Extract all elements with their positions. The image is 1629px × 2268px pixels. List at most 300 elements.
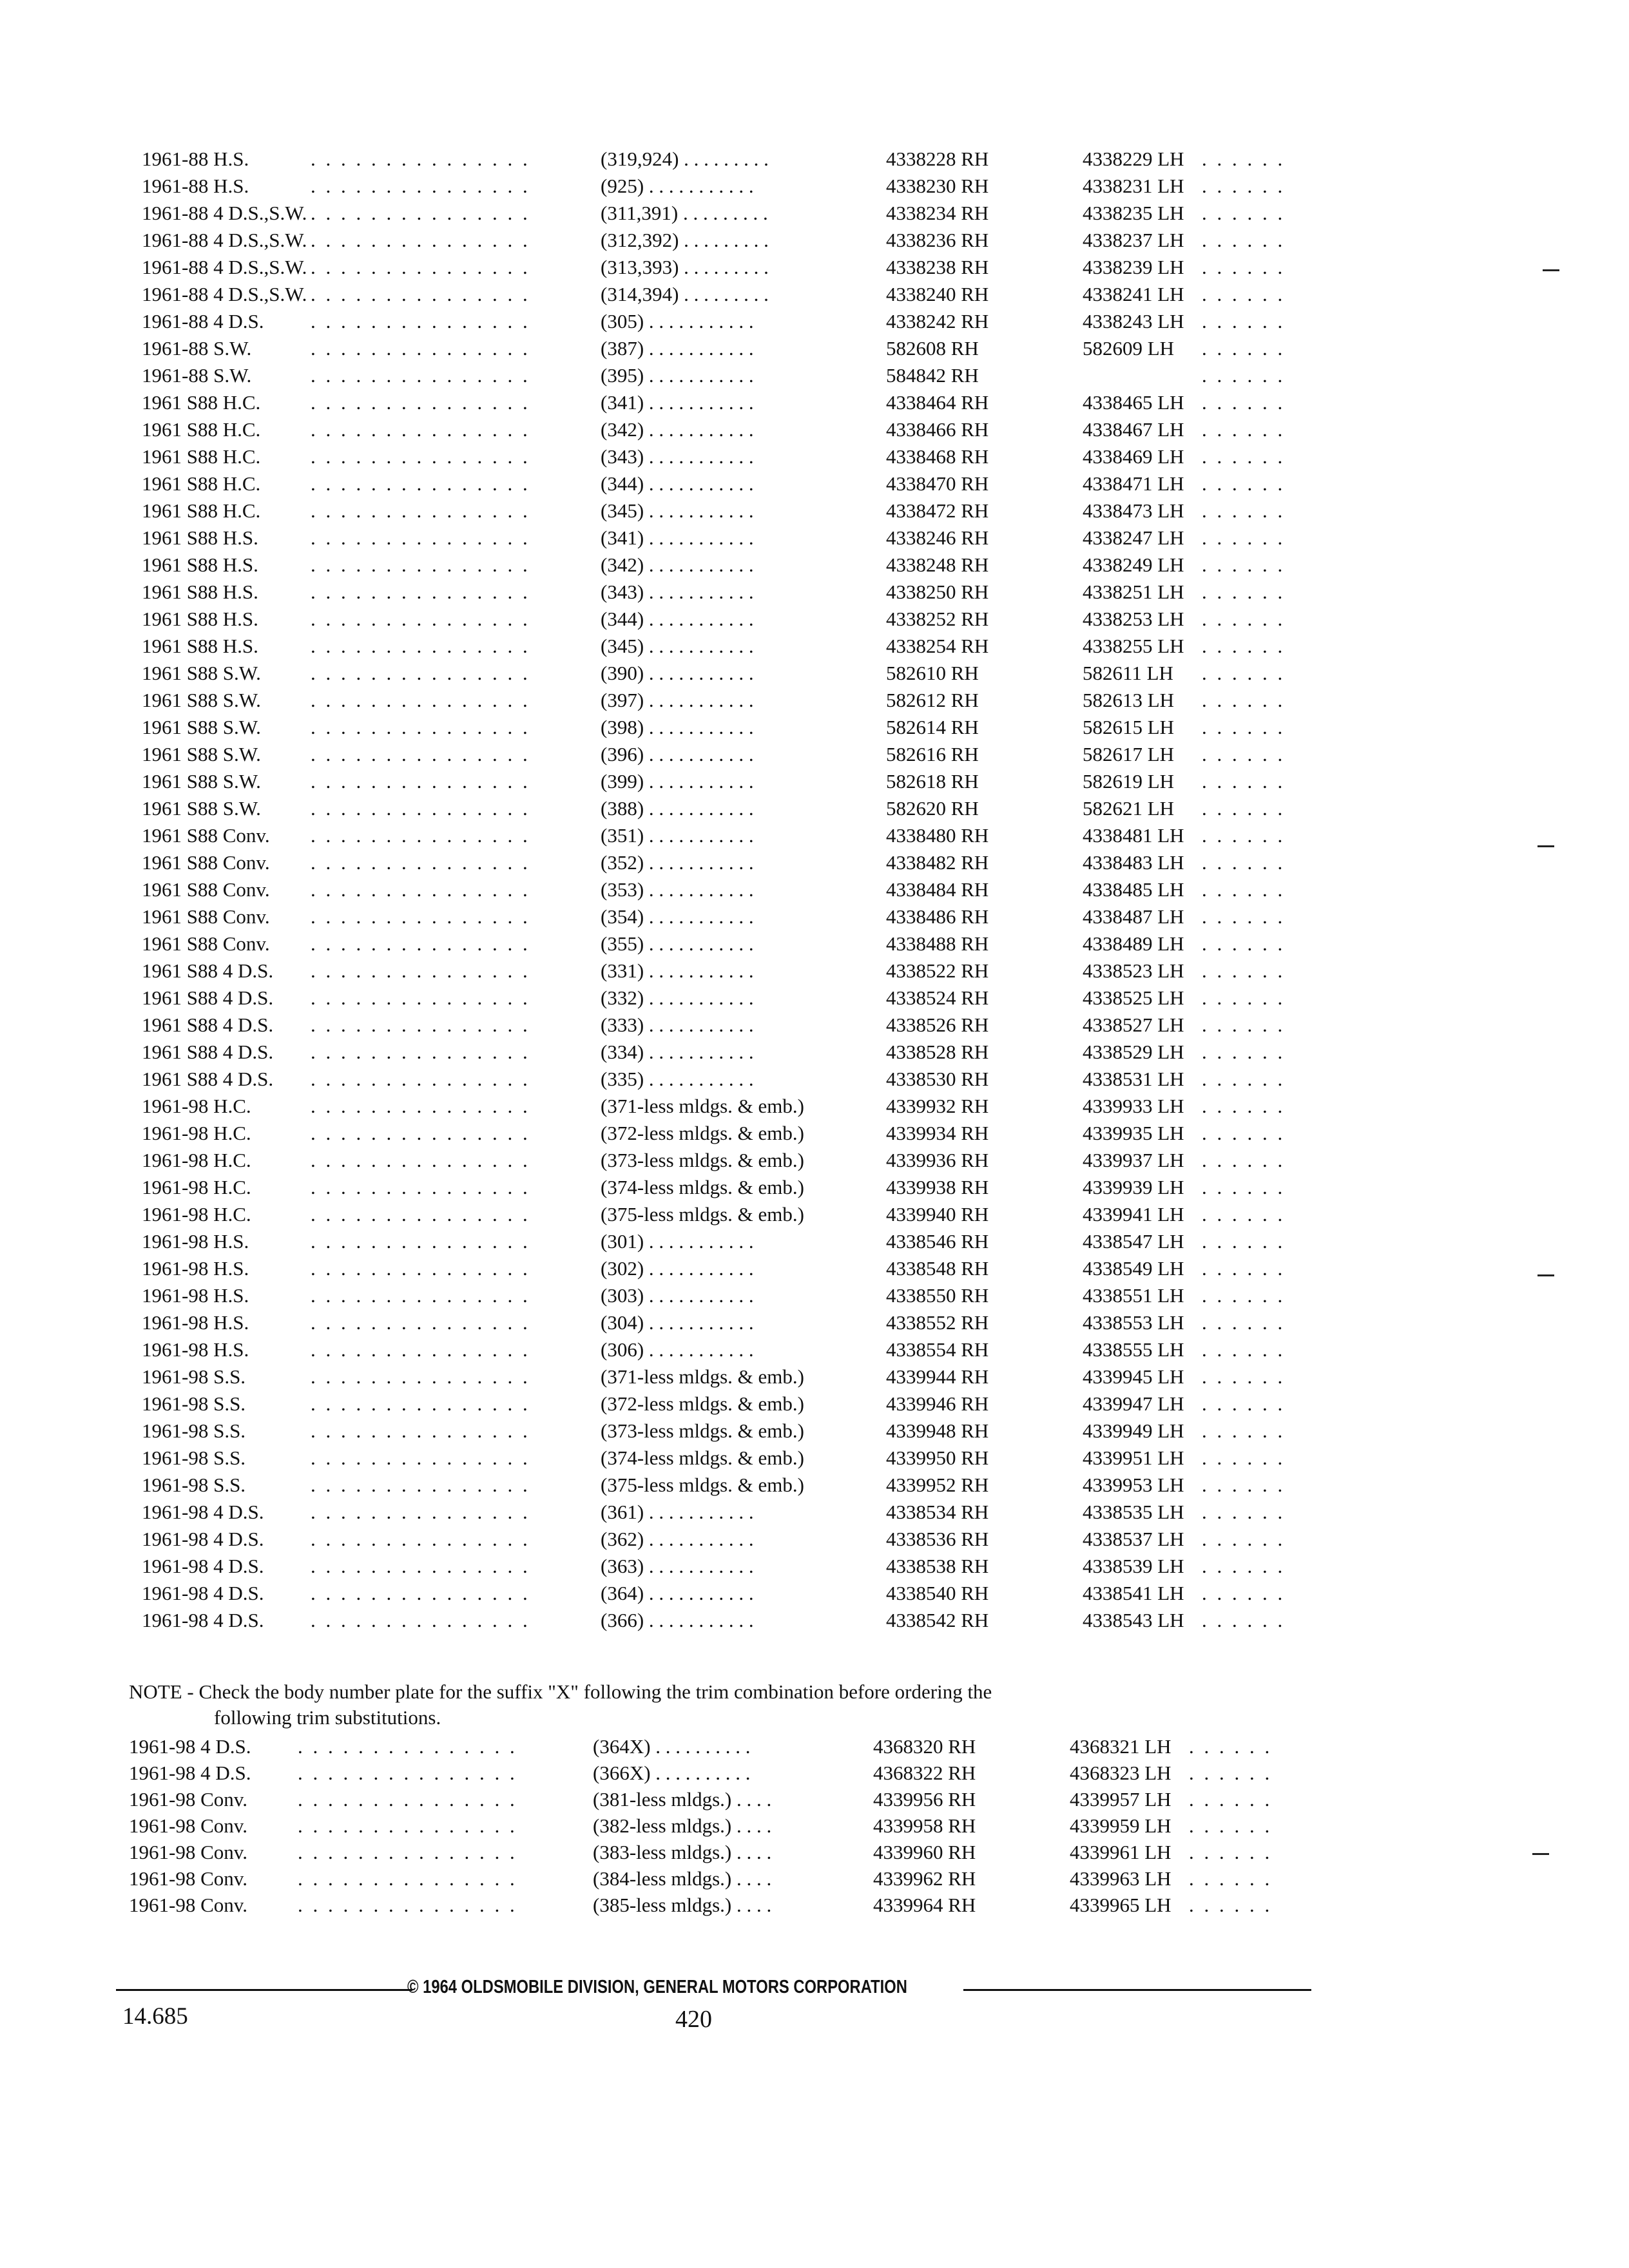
- trim-cell: (372-less mldgs. & emb.): [601, 1392, 804, 1415]
- lh-part-cell: 4339941 LH: [1083, 1203, 1184, 1225]
- trim-cell: (385-less mldgs.) . . . .: [593, 1894, 772, 1916]
- table-row: [142, 1390, 1353, 1418]
- trailing-dots: . . . . . .: [1202, 310, 1286, 332]
- table-row: [142, 1472, 1353, 1499]
- lh-part-cell: 4339935 LH: [1083, 1122, 1184, 1144]
- table-row: [142, 903, 1353, 930]
- table-row: [142, 1147, 1353, 1174]
- table-row: [142, 1039, 1353, 1066]
- model-cell: 1961-88 4 D.S.: [142, 310, 264, 332]
- trailing-dots: . . . . . .: [1202, 364, 1286, 387]
- trailing-dots: . . . . . .: [1202, 1501, 1286, 1523]
- rh-part-cell: 582612 RH: [886, 689, 979, 711]
- leader-dots: . . . . . . . . . . . . . . .: [311, 716, 530, 738]
- rh-part-cell: 582618 RH: [886, 770, 979, 793]
- trim-cell: (341) . . . . . . . . . . .: [601, 391, 754, 414]
- lh-part-cell: 4339953 LH: [1083, 1474, 1184, 1496]
- model-cell: 1961-98 S.S.: [142, 1365, 246, 1388]
- table-row: [142, 1255, 1353, 1282]
- trim-cell: (396) . . . . . . . . . . .: [601, 743, 754, 765]
- leader-dots: . . . . . . . . . . . . . . .: [311, 337, 530, 360]
- margin-mark: [1532, 1853, 1549, 1855]
- table-row: [129, 1812, 1340, 1839]
- leader-dots: . . . . . . . . . . . . . . .: [311, 959, 530, 982]
- lh-part-cell: 4338535 LH: [1083, 1501, 1184, 1523]
- trailing-dots: . . . . . .: [1202, 986, 1286, 1009]
- model-cell: 1961 S88 4 D.S.: [142, 1041, 274, 1063]
- parts-table: [142, 146, 1353, 1634]
- rh-part-cell: 4338528 RH: [886, 1041, 989, 1063]
- trailing-dots: . . . . . .: [1202, 1230, 1286, 1253]
- lh-part-cell: 4338531 LH: [1083, 1068, 1184, 1090]
- model-cell: 1961-98 H.C.: [142, 1122, 251, 1144]
- lh-part-cell: 4338529 LH: [1083, 1041, 1184, 1063]
- table-row: [129, 1839, 1340, 1865]
- lh-part-cell: 4338239 LH: [1083, 256, 1184, 278]
- rh-part-cell: 4338466 RH: [886, 418, 989, 441]
- table-row: [142, 173, 1353, 200]
- rh-part-cell: 4338524 RH: [886, 986, 989, 1009]
- trailing-dots: . . . . . .: [1189, 1867, 1273, 1890]
- lh-part-cell: 4338229 LH: [1083, 148, 1184, 170]
- trailing-dots: . . . . . .: [1202, 553, 1286, 576]
- trailing-dots: . . . . . .: [1202, 878, 1286, 901]
- leader-dots: . . . . . . . . . . . . . . .: [311, 581, 530, 603]
- rh-part-cell: 4338470 RH: [886, 472, 989, 495]
- model-cell: 1961-98 4 D.S.: [142, 1555, 264, 1577]
- trailing-dots: . . . . . .: [1202, 932, 1286, 955]
- trim-cell: (342) . . . . . . . . . . .: [601, 553, 754, 576]
- trim-cell: (366X) . . . . . . . . . .: [593, 1762, 751, 1784]
- trim-cell: (363) . . . . . . . . . . .: [601, 1555, 754, 1577]
- trim-cell: (312,392) . . . . . . . . .: [601, 229, 769, 251]
- table-row: [142, 741, 1353, 768]
- trailing-dots: . . . . . .: [1202, 148, 1286, 170]
- model-cell: 1961 S88 Conv.: [142, 932, 270, 955]
- leader-dots: . . . . . . . . . . . . . . .: [311, 526, 530, 549]
- model-cell: 1961 S88 H.C.: [142, 499, 261, 522]
- trailing-dots: . . . . . .: [1202, 229, 1286, 251]
- trim-cell: (343) . . . . . . . . . . .: [601, 581, 754, 603]
- model-cell: 1961-88 4 D.S.,S.W.: [142, 229, 307, 251]
- rh-part-cell: 4338236 RH: [886, 229, 989, 251]
- table-row: [142, 1093, 1353, 1120]
- trim-cell: (388) . . . . . . . . . . .: [601, 797, 754, 820]
- trailing-dots: . . . . . .: [1202, 202, 1286, 224]
- table-row: [142, 687, 1353, 714]
- table-row: [142, 552, 1353, 579]
- table-row: [142, 1580, 1353, 1607]
- page-number: 420: [675, 2006, 712, 2033]
- rh-part-cell: 4339932 RH: [886, 1095, 989, 1117]
- rh-part-cell: 582616 RH: [886, 743, 979, 765]
- model-cell: 1961 S88 H.S.: [142, 608, 258, 630]
- trim-cell: (302) . . . . . . . . . . .: [601, 1257, 754, 1280]
- lh-part-cell: 4338481 LH: [1083, 824, 1184, 847]
- trim-cell: (311,391) . . . . . . . . .: [601, 202, 768, 224]
- leader-dots: . . . . . . . . . . . . . . .: [311, 1419, 530, 1442]
- section-reference: 14.685: [122, 2003, 188, 2030]
- trim-cell: (303) . . . . . . . . . . .: [601, 1284, 754, 1307]
- model-cell: 1961-98 Conv.: [129, 1894, 247, 1916]
- trim-cell: (371-less mldgs. & emb.): [601, 1095, 804, 1117]
- table-row: [142, 1282, 1353, 1309]
- lh-part-cell: 582615 LH: [1083, 716, 1175, 738]
- leader-dots: . . . . . . . . . . . . . . .: [311, 1095, 530, 1117]
- rh-part-cell: 582608 RH: [886, 337, 979, 360]
- trim-cell: (373-less mldgs. & emb.): [601, 1149, 804, 1171]
- note-block: [129, 1679, 1289, 1731]
- leader-dots: . . . . . . . . . . . . . . .: [311, 1149, 530, 1171]
- trailing-dots: . . . . . .: [1189, 1814, 1273, 1837]
- model-cell: 1961-88 4 D.S.,S.W.: [142, 202, 307, 224]
- trim-cell: (343) . . . . . . . . . . .: [601, 445, 754, 468]
- trim-cell: (341) . . . . . . . . . . .: [601, 526, 754, 549]
- lh-part-cell: 4338551 LH: [1083, 1284, 1184, 1307]
- trim-cell: (345) . . . . . . . . . . .: [601, 635, 754, 657]
- lh-part-cell: 582619 LH: [1083, 770, 1175, 793]
- substitution-table: [129, 1733, 1340, 1918]
- model-cell: 1961-98 H.S.: [142, 1338, 249, 1361]
- lh-part-cell: 4338555 LH: [1083, 1338, 1184, 1361]
- trailing-dots: . . . . . .: [1202, 851, 1286, 874]
- trim-cell: (314,394) . . . . . . . . .: [601, 283, 769, 305]
- rh-part-cell: 4338238 RH: [886, 256, 989, 278]
- table-row: [142, 822, 1353, 849]
- lh-part-cell: 4339933 LH: [1083, 1095, 1184, 1117]
- trailing-dots: . . . . . .: [1202, 797, 1286, 820]
- lh-part-cell: 4339949 LH: [1083, 1419, 1184, 1442]
- trailing-dots: . . . . . .: [1202, 1582, 1286, 1604]
- rh-part-cell: 584842 RH: [886, 364, 979, 387]
- leader-dots: . . . . . . . . . . . . . . .: [311, 283, 530, 305]
- trim-cell: (353) . . . . . . . . . . .: [601, 878, 754, 901]
- lh-part-cell: 582621 LH: [1083, 797, 1175, 820]
- rh-part-cell: 4338246 RH: [886, 526, 989, 549]
- table-row: [142, 1499, 1353, 1526]
- leader-dots: . . . . . . . . . . . . . . .: [311, 445, 530, 468]
- lh-part-cell: 4338471 LH: [1083, 472, 1184, 495]
- trim-cell: (313,393) . . . . . . . . .: [601, 256, 769, 278]
- rh-part-cell: 4338468 RH: [886, 445, 989, 468]
- trailing-dots: . . . . . .: [1202, 635, 1286, 657]
- lh-part-cell: 4339965 LH: [1070, 1894, 1171, 1916]
- rh-part-cell: 4339944 RH: [886, 1365, 989, 1388]
- model-cell: 1961-98 Conv.: [129, 1788, 247, 1811]
- model-cell: 1961-98 S.S.: [142, 1392, 246, 1415]
- lh-part-cell: 4338543 LH: [1083, 1609, 1184, 1631]
- model-cell: 1961 S88 4 D.S.: [142, 959, 274, 982]
- table-row: [142, 1309, 1353, 1336]
- trim-cell: (399) . . . . . . . . . . .: [601, 770, 754, 793]
- trailing-dots: . . . . . .: [1202, 1068, 1286, 1090]
- table-row: [142, 416, 1353, 443]
- leader-dots: . . . . . . . . . . . . . . .: [311, 148, 530, 170]
- leader-dots: . . . . . . . . . . . . . . .: [311, 1338, 530, 1361]
- table-row: [142, 1066, 1353, 1093]
- rh-part-cell: 4338464 RH: [886, 391, 989, 414]
- trailing-dots: . . . . . .: [1202, 418, 1286, 441]
- model-cell: 1961-88 H.S.: [142, 175, 249, 197]
- trim-cell: (305) . . . . . . . . . . .: [601, 310, 754, 332]
- lh-part-cell: 582617 LH: [1083, 743, 1175, 765]
- table-row: [142, 849, 1353, 876]
- trailing-dots: . . . . . .: [1202, 1311, 1286, 1334]
- rh-part-cell: 4338546 RH: [886, 1230, 989, 1253]
- leader-dots: . . . . . . . . . . . . . . .: [311, 1392, 530, 1415]
- model-cell: 1961 S88 Conv.: [142, 878, 270, 901]
- lh-part-cell: 4339959 LH: [1070, 1814, 1171, 1837]
- lh-part-cell: 4338539 LH: [1083, 1555, 1184, 1577]
- table-row: [142, 768, 1353, 795]
- trim-cell: (374-less mldgs. & emb.): [601, 1446, 804, 1469]
- leader-dots: . . . . . . . . . . . . . . .: [311, 1609, 530, 1631]
- table-row: [142, 1553, 1353, 1580]
- trim-cell: (333) . . . . . . . . . . .: [601, 1014, 754, 1036]
- leader-dots: . . . . . . . . . . . . . . .: [311, 391, 530, 414]
- rh-part-cell: 4339964 RH: [873, 1894, 976, 1916]
- rh-part-cell: 4338542 RH: [886, 1609, 989, 1631]
- leader-dots: . . . . . . . . . . . . . . .: [311, 1365, 530, 1388]
- leader-dots: . . . . . . . . . . . . . . .: [311, 1582, 530, 1604]
- trim-cell: (397) . . . . . . . . . . .: [601, 689, 754, 711]
- lh-part-cell: 4339939 LH: [1083, 1176, 1184, 1198]
- model-cell: 1961-88 S.W.: [142, 364, 252, 387]
- trailing-dots: . . . . . .: [1202, 824, 1286, 847]
- trailing-dots: . . . . . .: [1202, 499, 1286, 522]
- footer-rule-right: [963, 1989, 1311, 1991]
- rh-part-cell: 4339950 RH: [886, 1446, 989, 1469]
- trim-cell: (301) . . . . . . . . . . .: [601, 1230, 754, 1253]
- rh-part-cell: 4338534 RH: [886, 1501, 989, 1523]
- trailing-dots: . . . . . .: [1202, 1555, 1286, 1577]
- model-cell: 1961-98 H.C.: [142, 1203, 251, 1225]
- model-cell: 1961-98 H.C.: [142, 1095, 251, 1117]
- trim-cell: (331) . . . . . . . . . . .: [601, 959, 754, 982]
- rh-part-cell: 582610 RH: [886, 662, 979, 684]
- lh-part-cell: 4338247 LH: [1083, 526, 1184, 549]
- trim-cell: (306) . . . . . . . . . . .: [601, 1338, 754, 1361]
- lh-part-cell: 4338525 LH: [1083, 986, 1184, 1009]
- rh-part-cell: 4338554 RH: [886, 1338, 989, 1361]
- leader-dots: . . . . . . . . . . . . . . .: [311, 608, 530, 630]
- trailing-dots: . . . . . .: [1202, 905, 1286, 928]
- model-cell: 1961-98 H.C.: [142, 1176, 251, 1198]
- leader-dots: . . . . . . . . . . . . . . .: [311, 1176, 530, 1198]
- table-row: [142, 1607, 1353, 1634]
- table-row: [142, 633, 1353, 660]
- lh-part-cell: 4338527 LH: [1083, 1014, 1184, 1036]
- model-cell: 1961 S88 H.C.: [142, 391, 261, 414]
- leader-dots: . . . . . . . . . . . . . . .: [311, 1203, 530, 1225]
- lh-part-cell: 4338549 LH: [1083, 1257, 1184, 1280]
- leader-dots: . . . . . . . . . . . . . . .: [311, 797, 530, 820]
- table-row: [129, 1733, 1340, 1760]
- leader-dots: . . . . . . . . . . . . . . .: [311, 175, 530, 197]
- model-cell: 1961-98 4 D.S.: [142, 1582, 264, 1604]
- leader-dots: . . . . . . . . . . . . . . .: [311, 229, 530, 251]
- margin-mark: [1537, 845, 1554, 847]
- rh-part-cell: 4338548 RH: [886, 1257, 989, 1280]
- model-cell: 1961-98 4 D.S.: [129, 1735, 251, 1758]
- rh-part-cell: 4338252 RH: [886, 608, 989, 630]
- table-row: [142, 254, 1353, 281]
- lh-part-cell: 4338231 LH: [1083, 175, 1184, 197]
- copyright-notice: © 1964 OLDSMOBILE DIVISION, GENERAL MOTORS CORPORATION: [407, 1977, 907, 1997]
- model-cell: 1961-98 4 D.S.: [142, 1609, 264, 1631]
- table-row: [142, 579, 1353, 606]
- model-cell: 1961 S88 Conv.: [142, 851, 270, 874]
- model-cell: 1961-98 H.S.: [142, 1284, 249, 1307]
- model-cell: 1961-98 Conv.: [129, 1841, 247, 1863]
- leader-dots: . . . . . . . . . . . . . . .: [311, 662, 530, 684]
- leader-dots: . . . . . . . . . . . . . . .: [311, 986, 530, 1009]
- leader-dots: . . . . . . . . . . . . . . .: [311, 1528, 530, 1550]
- model-cell: 1961 S88 S.W.: [142, 797, 261, 820]
- rh-part-cell: 4338538 RH: [886, 1555, 989, 1577]
- trailing-dots: . . . . . .: [1189, 1788, 1273, 1811]
- trailing-dots: . . . . . .: [1202, 1528, 1286, 1550]
- rh-part-cell: 4338472 RH: [886, 499, 989, 522]
- table-row: [142, 362, 1353, 389]
- leader-dots: . . . . . . . . . . . . . . .: [311, 1446, 530, 1469]
- model-cell: 1961 S88 H.C.: [142, 472, 261, 495]
- trailing-dots: . . . . . .: [1202, 743, 1286, 765]
- table-row: [142, 1418, 1353, 1445]
- trailing-dots: . . . . . .: [1202, 1176, 1286, 1198]
- trim-cell: (364) . . . . . . . . . . .: [601, 1582, 754, 1604]
- leader-dots: . . . . . . . . . . . . . . .: [311, 1041, 530, 1063]
- rh-part-cell: 4339946 RH: [886, 1392, 989, 1415]
- rh-part-cell: 4338242 RH: [886, 310, 989, 332]
- lh-part-cell: 4368323 LH: [1070, 1762, 1171, 1784]
- model-cell: 1961 S88 S.W.: [142, 689, 261, 711]
- lh-part-cell: 4338237 LH: [1083, 229, 1184, 251]
- leader-dots: . . . . . . . . . . . . . . .: [311, 256, 530, 278]
- trailing-dots: . . . . . .: [1202, 445, 1286, 468]
- lh-part-cell: 4338537 LH: [1083, 1528, 1184, 1550]
- leader-dots: . . . . . . . . . . . . . . .: [311, 1122, 530, 1144]
- model-cell: 1961 S88 S.W.: [142, 743, 261, 765]
- trailing-dots: . . . . . .: [1202, 689, 1286, 711]
- rh-part-cell: 4338248 RH: [886, 553, 989, 576]
- rh-part-cell: 4338526 RH: [886, 1014, 989, 1036]
- rh-part-cell: 4338482 RH: [886, 851, 989, 874]
- leader-dots: . . . . . . . . . . . . . . .: [311, 1474, 530, 1496]
- trim-cell: (354) . . . . . . . . . . .: [601, 905, 754, 928]
- lh-part-cell: 582609 LH: [1083, 337, 1175, 360]
- lh-part-cell: 4339963 LH: [1070, 1867, 1171, 1890]
- trim-cell: (366) . . . . . . . . . . .: [601, 1609, 754, 1631]
- table-row: [142, 443, 1353, 470]
- table-row: [142, 714, 1353, 741]
- lh-part-cell: 4338489 LH: [1083, 932, 1184, 955]
- leader-dots: . . . . . . . . . . . . . . .: [311, 1555, 530, 1577]
- trim-cell: (364X) . . . . . . . . . .: [593, 1735, 751, 1758]
- trim-cell: (381-less mldgs.) . . . .: [593, 1788, 772, 1811]
- table-row: [142, 606, 1353, 633]
- trim-cell: (372-less mldgs. & emb.): [601, 1122, 804, 1144]
- model-cell: 1961 S88 H.S.: [142, 635, 258, 657]
- rh-part-cell: 4338550 RH: [886, 1284, 989, 1307]
- trim-cell: (374-less mldgs. & emb.): [601, 1176, 804, 1198]
- model-cell: 1961-98 Conv.: [129, 1867, 247, 1890]
- trailing-dots: . . . . . .: [1202, 175, 1286, 197]
- lh-part-cell: 4338241 LH: [1083, 283, 1184, 305]
- table-row: [129, 1786, 1340, 1812]
- leader-dots: . . . . . . . . . . . . . . .: [311, 635, 530, 657]
- rh-part-cell: 582614 RH: [886, 716, 979, 738]
- leader-dots: . . . . . . . . . . . . . . .: [311, 553, 530, 576]
- trim-cell: (382-less mldgs.) . . . .: [593, 1814, 772, 1837]
- trailing-dots: . . . . . .: [1202, 959, 1286, 982]
- model-cell: 1961 S88 H.S.: [142, 553, 258, 576]
- trailing-dots: . . . . . .: [1202, 1609, 1286, 1631]
- rh-part-cell: 4338522 RH: [886, 959, 989, 982]
- trailing-dots: . . . . . .: [1189, 1762, 1273, 1784]
- rh-part-cell: 4339952 RH: [886, 1474, 989, 1496]
- table-row: [142, 200, 1353, 227]
- lh-part-cell: 582611 LH: [1083, 662, 1173, 684]
- footer-rule-left: [116, 1989, 412, 1991]
- table-row: [129, 1892, 1340, 1918]
- rh-part-cell: 4339962 RH: [873, 1867, 976, 1890]
- model-cell: 1961-88 H.S.: [142, 148, 249, 170]
- leader-dots: . . . . . . . . . . . . . . .: [311, 364, 530, 387]
- model-cell: 1961-98 Conv.: [129, 1814, 247, 1837]
- lh-part-cell: 4339947 LH: [1083, 1392, 1184, 1415]
- model-cell: 1961 S88 H.S.: [142, 526, 258, 549]
- table-row: [142, 876, 1353, 903]
- leader-dots: . . . . . . . . . . . . . . .: [298, 1735, 517, 1758]
- rh-part-cell: 4338230 RH: [886, 175, 989, 197]
- rh-part-cell: 4338486 RH: [886, 905, 989, 928]
- lh-part-cell: 4338541 LH: [1083, 1582, 1184, 1604]
- leader-dots: . . . . . . . . . . . . . . .: [311, 472, 530, 495]
- trailing-dots: . . . . . .: [1202, 1095, 1286, 1117]
- table-row: [142, 470, 1353, 497]
- trailing-dots: . . . . . .: [1202, 1365, 1286, 1388]
- leader-dots: . . . . . . . . . . . . . . .: [311, 824, 530, 847]
- model-cell: 1961 S88 S.W.: [142, 770, 261, 793]
- model-cell: 1961-98 S.S.: [142, 1419, 246, 1442]
- table-row: [142, 308, 1353, 335]
- model-cell: 1961-88 4 D.S.,S.W.: [142, 256, 307, 278]
- leader-dots: . . . . . . . . . . . . . . .: [311, 851, 530, 874]
- table-row: [142, 1445, 1353, 1472]
- trim-cell: (390) . . . . . . . . . . .: [601, 662, 754, 684]
- leader-dots: . . . . . . . . . . . . . . .: [311, 1230, 530, 1253]
- lh-part-cell: 4339945 LH: [1083, 1365, 1184, 1388]
- trim-cell: (375-less mldgs. & emb.): [601, 1474, 804, 1496]
- rh-part-cell: 4339938 RH: [886, 1176, 989, 1198]
- trailing-dots: . . . . . .: [1202, 1203, 1286, 1225]
- leader-dots: . . . . . . . . . . . . . . .: [311, 1501, 530, 1523]
- rh-part-cell: 4338254 RH: [886, 635, 989, 657]
- table-row: [142, 1012, 1353, 1039]
- model-cell: 1961 S88 S.W.: [142, 716, 261, 738]
- table-row: [129, 1865, 1340, 1892]
- leader-dots: . . . . . . . . . . . . . . .: [311, 202, 530, 224]
- lh-part-cell: 4339951 LH: [1083, 1446, 1184, 1469]
- leader-dots: . . . . . . . . . . . . . . .: [311, 1284, 530, 1307]
- rh-part-cell: 4338536 RH: [886, 1528, 989, 1550]
- rh-part-cell: 4339948 RH: [886, 1419, 989, 1442]
- model-cell: 1961 S88 4 D.S.: [142, 1014, 274, 1036]
- trim-cell: (352) . . . . . . . . . . .: [601, 851, 754, 874]
- leader-dots: . . . . . . . . . . . . . . .: [311, 499, 530, 522]
- leader-dots: . . . . . . . . . . . . . . .: [311, 932, 530, 955]
